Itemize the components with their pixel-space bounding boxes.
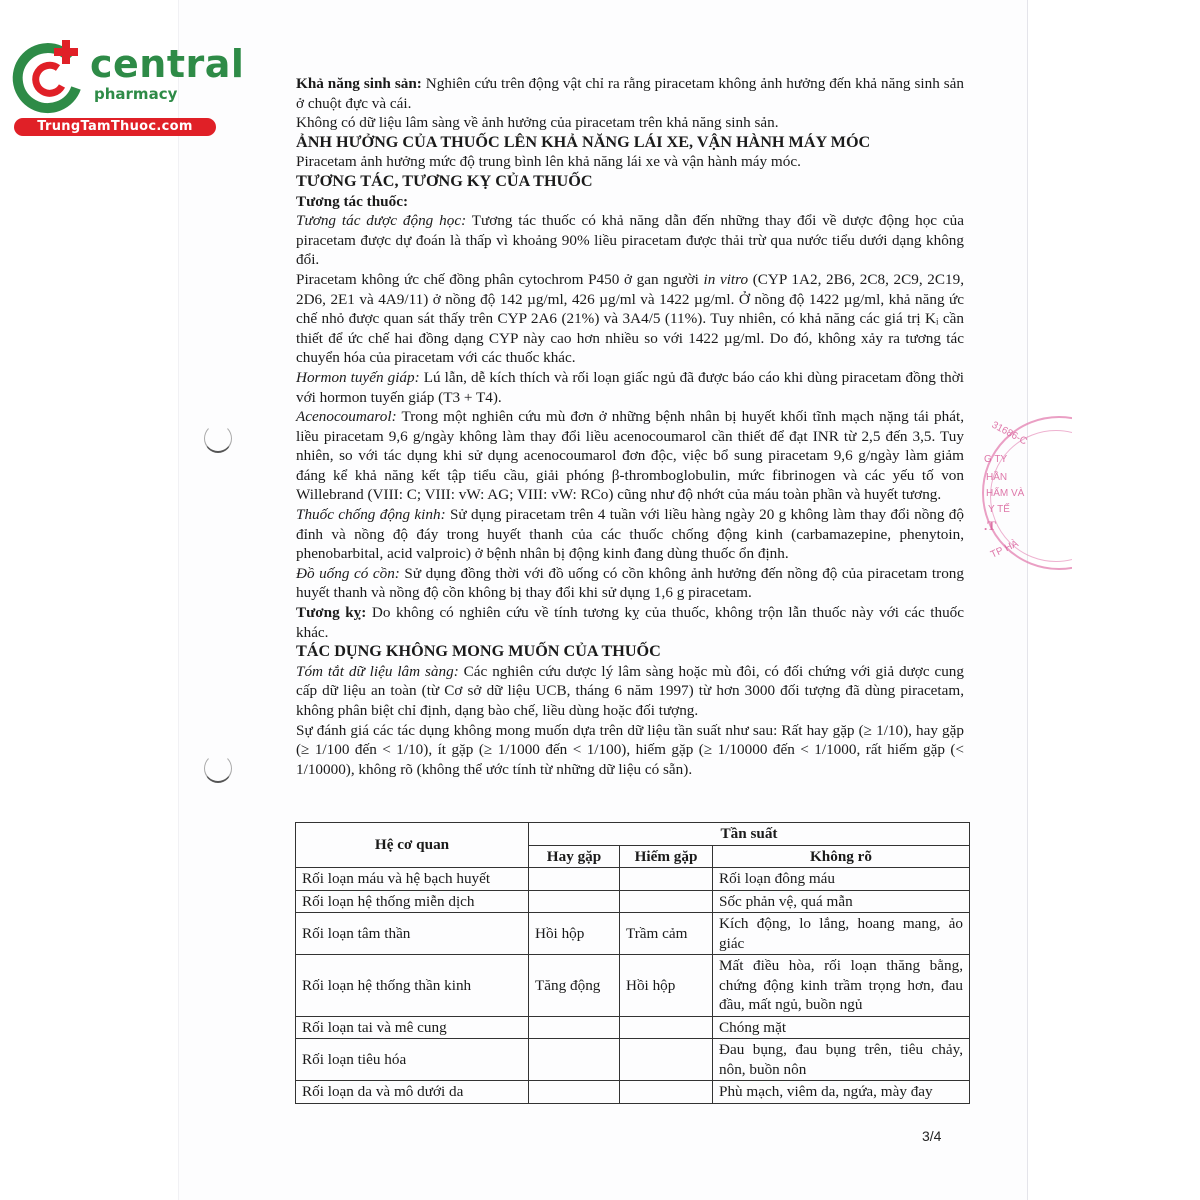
header-frequency: Tần suất: [529, 823, 970, 846]
paragraph-fertility: Khả năng sinh sản: Nghiên cứu trên động vật chỉ ra rằng piracetam không ảnh hưởng đến khả năng sinh sản ở chuột đực và cái.: [296, 75, 965, 112]
table-row: Rối loạn tiêu hóa Đau bụng, đau bụng trên, tiêu chảy, nôn, buồn nôn: [296, 1039, 970, 1081]
central-pharmacy-logo: [8, 36, 245, 136]
table-row: Rối loạn tâm thần Hồi hộp Trầm cảm Kích động, lo lắng, hoang mang, ảo giác: [296, 913, 970, 955]
table-row: Rối loạn hệ thống thần kinh Tăng động Hồi hộp Mất điều hòa, rối loạn thăng bằng, chứng động kinh trầm trọng hơn, đau đầu, mất ngủ, buồn ngủ: [296, 955, 970, 1017]
company-seal-stamp: 31686-C G TY HẦN HẨM VÀ Y TẾ .T TP HÀ: [982, 408, 1072, 578]
paragraph-clinical-summary: Tóm tắt dữ liệu lâm sàng: Các nghiên cứu dược lý lâm sàng hoặc mù đôi, có đối chứng với giả dược cung cấp dữ liệu an toàn (từ Cơ sở dữ liệu UCB, tháng 6 năm 1997) từ hơn 3000 đối tượng đã dùng piracetam, không phân biệt chỉ định, dạng bào chế, liều dùng hoặc đối tượng.: [296, 662, 964, 719]
table-row: Rối loạn da và mô dưới da Phù mạch, viêm da, ngứa, mày đay: [296, 1081, 970, 1104]
header-organ-system: Hệ cơ quan: [296, 823, 529, 868]
subheading-drug-interactions: Tương tác thuốc:: [296, 192, 409, 210]
paragraph-alcohol: Đồ uống có cồn: Sử dụng đồng thời với đồ uống có cồn không ảnh hưởng đến nồng độ của piracetam trong huyết thanh và nồng độ cồn không bị thay đổi khi sử dụng 1,6 g piracetam.: [296, 564, 964, 602]
paragraph-incompatibility: Tương kỵ: Do không có nghiên cứu về tính tương kỵ của thuốc, không trộn lẫn thuốc này với các thuốc khác.: [296, 604, 964, 641]
table-header-row: [296, 823, 970, 846]
logo-sub-text: pharmacy: [94, 85, 178, 103]
paragraph-antiepileptic: Thuốc chống động kinh: Sử dụng piracetam trên 4 tuần với liều hàng ngày 20 g không làm thay đổi nồng độ đỉnh và nồng độ đáy trong huyết thanh của các thuốc chống động kinh (carbamazepine, phenytoin, phenobarbital, acid valproic) ở bệnh nhân bị động kinh đang dùng thuốc ổn định.: [296, 506, 964, 563]
header-unknown: Không rõ: [713, 845, 970, 868]
paragraph-acenocoumarol: Acenocoumarol: Trong một nghiên cứu mù đơn ở những bệnh nhân bị huyết khối tĩnh mạch nặng tái phát, liều piracetam 9,6 g/ngày không làm thay đổi liều acenocoumarol cần thiết để đạt INR từ 2,5 đến 3,5. Tuy nhiên, so với tác dụng khi sử dụng acenocoumarol đơn độc, việc bổ sung piracetam 9,6 g/ngày làm giảm đáng kể khả năng kết tập tiểu cầu, giải phóng β-thromboglobulin, mức fibrinogen và các yếu tố von Willebrand (VIII: C; VIII: vW: AG; VIII: vW: RCo) cũng như độ nhớt của máu toàn phần và huyết tương.: [296, 408, 964, 504]
table-row: Rối loạn hệ thống miễn dịch Sốc phản vệ, quá mẫn: [296, 890, 970, 913]
heading-driving: ẢNH HƯỞNG CỦA THUỐC LÊN KHẢ NĂNG LÁI XE, VẬN HÀNH MÁY MÓC: [296, 132, 871, 151]
document-body: [296, 74, 964, 779]
table-row: Rối loạn tai và mê cung Chóng mặt: [296, 1016, 970, 1039]
page-number: 3/4: [922, 1128, 942, 1144]
logo-brand-text: central: [90, 42, 245, 86]
paragraph-driving: Piracetam ảnh hưởng mức độ trung bình lên khả năng lái xe và vận hành máy móc.: [296, 153, 801, 171]
header-rare: Hiếm gặp: [620, 845, 713, 868]
paragraph-thyroid: Hormon tuyến giáp: Lú lẫn, dễ kích thích và rối loạn giấc ngủ đã được báo cáo khi dùng piracetam đồng thời với hormon tuyến giáp (T3 + T4).: [296, 368, 965, 406]
heading-adverse-effects: TÁC DỤNG KHÔNG MONG MUỐN CỦA THUỐC: [296, 642, 661, 661]
table-row: Rối loạn máu và hệ bạch huyết Rối loạn đông máu: [296, 868, 970, 891]
punch-hole-bottom: [204, 754, 232, 783]
paragraph-frequency-definitions: Sự đánh giá các tác dụng không mong muốn dựa trên dữ liệu tần suất như sau: Rất hay gặp (≥ 1/10), hay gặp (≥ 1/100 đến < 1/10), ít gặp (≥ 1/1000 đến < 1/100), hiếm gặp (≥ 1/10000 đến < 1/1000, rất hiếm gặp (< 1/10000), không rõ (không thể ước tính từ những dữ liệu có sẵn).: [296, 721, 964, 778]
punch-hole-top: [204, 424, 232, 453]
paragraph-pharmacokinetic: Tương tác dược động học: Tương tác thuốc có khả năng dẫn đến những thay đổi về dược động học của piracetam được dự đoán là thấp vì khoảng 90% liều piracetam được thải trừ qua nước tiểu dưới dạng không đổi.: [296, 212, 964, 269]
paragraph-cytochrome: Piracetam không ức chế đồng phân cytochrom P450 ở gan người in vitro (CYP 1A2, 2B6, 2C8, 2C9, 2C19, 2D6, 2E1 và 4A9/11) ở nồng độ 142 µg/ml, 426 µg/ml và 1422 µg/ml. Ở nồng độ 1422 µg/ml, khả năng ức chế nhỏ được quan sát thấy trên CYP 2A6 (21%) và 3A4/5 (11%). Tuy nhiên, có khả năng các giá trị Kᵢ cần thiết để ức chế hai đồng dạng CYP này cao hơn nhiều so với 1422 µg/ml. Do đó, không xảy ra tương tác chuyển hóa của piracetam với các thuốc khác.: [296, 270, 964, 367]
heading-interactions: TƯƠNG TÁC, TƯƠNG KỴ CỦA THUỐC: [296, 171, 593, 190]
header-common: Hay gặp: [529, 845, 620, 868]
label-fertility: Khả năng sinh sản:: [296, 75, 422, 92]
paragraph-fertility-clinical: Không có dữ liệu lâm sàng về ảnh hưởng của piracetam trên khả năng sinh sản.: [296, 114, 779, 132]
logo-website-badge: TrungTamThuoc.com: [14, 118, 216, 136]
adverse-effects-table: [295, 822, 970, 1104]
pharmacy-cross-logo-icon: [10, 36, 90, 116]
